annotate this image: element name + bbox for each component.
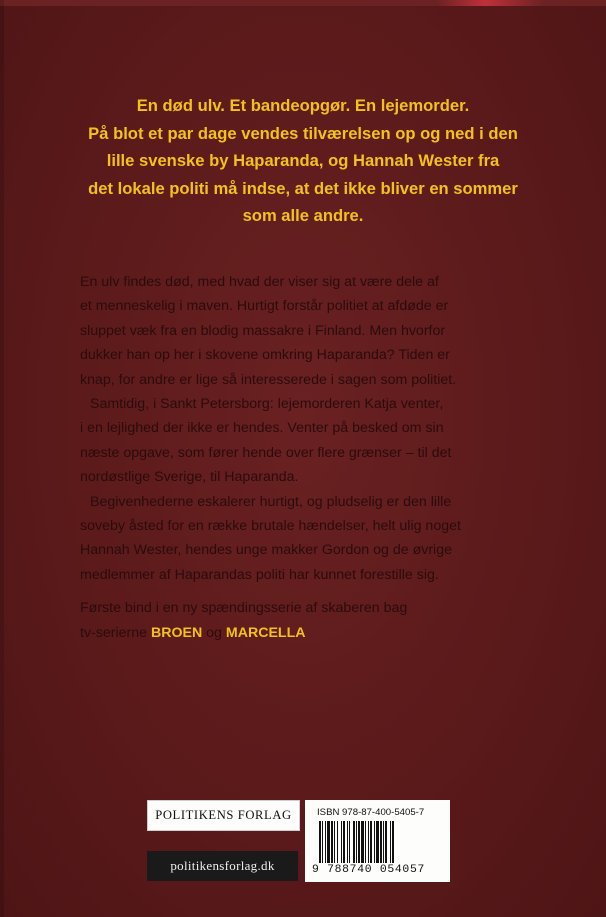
synopsis-paragraph-2 bbox=[80, 392, 550, 490]
blurb bbox=[60, 92, 546, 230]
blurb-line: På blot et par dage vendes tilværelsen op og ned i den bbox=[88, 123, 518, 143]
blurb-line: En død ulv. Et bandeopgør. En lejemorder. bbox=[136, 96, 470, 115]
synopsis-line: Første bind i en ny spændingsserie af skaberen bag bbox=[80, 600, 408, 617]
synopsis-line: Begivenhederne eskalerer hurtigt, og pludselig er den lille bbox=[90, 493, 452, 510]
blurb-line: lille svenske by Haparanda, og Hannah Wester fra bbox=[106, 151, 500, 170]
barcode-digits: 9 788740 054057 bbox=[312, 864, 426, 876]
synopsis-line: Samtidig, i Sankt Petersborg: lejemorderen Katja venter, bbox=[90, 396, 444, 413]
show-title-marcella: MARCELLA bbox=[225, 624, 306, 641]
synopsis-line: soveby åsted for en række brutale hændelser, helt ulig noget bbox=[80, 518, 461, 535]
synopsis-paragraph-4 bbox=[80, 596, 550, 645]
synopsis-paragraph-1 bbox=[80, 270, 550, 392]
publisher-url-label: politikensforlag.dk bbox=[147, 851, 298, 881]
spine-shadow bbox=[0, 0, 4, 917]
shows-conjunction: og bbox=[202, 624, 226, 641]
synopsis-line: knap, for andre er lige så interesserede i sagen som politiet. bbox=[80, 371, 457, 388]
synopsis-line: En ulv findes død, med hvad der viser sig at være dele af bbox=[80, 274, 439, 290]
isbn-text: ISBN 978-87-400-5405-7 bbox=[317, 807, 425, 818]
show-title-broen: BROEN bbox=[150, 624, 203, 641]
blurb-line: det lokale politi må indse, at det ikke bliver en sommer bbox=[88, 178, 518, 198]
synopsis-line: næste opgave, som fører hende over flere grænser – til det bbox=[80, 444, 452, 461]
synopsis-line: sluppet væk fra en blodig massakre i Finland. Men hvorfor bbox=[80, 322, 446, 339]
barcode-label bbox=[305, 800, 450, 882]
synopsis-line: dukker han op her i skovene omkring Haparanda? Tiden er bbox=[80, 347, 450, 364]
synopsis-line: Hannah Wester, hendes unge makker Gordon og de øvrige bbox=[80, 542, 452, 559]
publisher-name-label: POLITIKENS FORLAG bbox=[147, 800, 300, 831]
top-edge-strip bbox=[0, 0, 606, 6]
synopsis-line-shows bbox=[80, 621, 550, 645]
synopsis-line: medlemmer af Haparandas politi har kunnet forestille sig. bbox=[80, 566, 439, 583]
synopsis-line: et menneskelig i maven. Hurtigt forstår politiet at afdøde er bbox=[80, 298, 449, 315]
synopsis-paragraph-3 bbox=[80, 490, 550, 588]
synopsis-line: nordøstlige Sverige, til Haparanda. bbox=[80, 469, 299, 486]
synopsis bbox=[80, 270, 550, 654]
shows-prefix: tv-serierne bbox=[80, 624, 151, 641]
synopsis-line: i en lejlighed der ikke er hendes. Venter på besked om sin bbox=[80, 420, 444, 437]
blurb-line: som alle andre. bbox=[242, 206, 364, 225]
